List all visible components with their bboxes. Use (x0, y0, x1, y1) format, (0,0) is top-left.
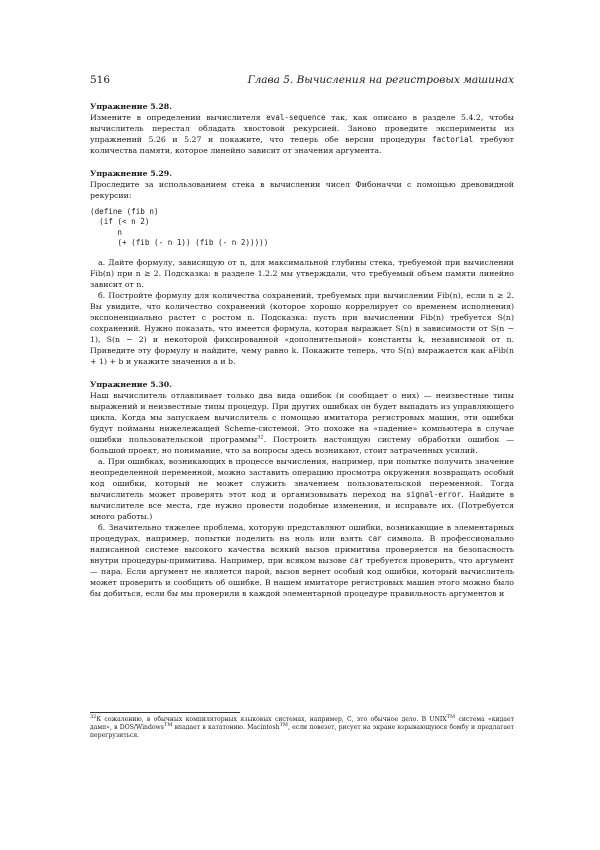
exercise-title: Упражнение 5.28. (90, 102, 172, 111)
text-run: . Найдите в вычислителе все места, где нужно провести подобные изменения, и исправьте их. (Потребуется много работы.) (90, 489, 514, 521)
text-run: символа. В профессионально написанной системе высокого качества всякий вызов примитива проверяется на безопасность внутри процедуры-примитива. Например, при всяком вызове (90, 533, 514, 565)
text-run: , если повезет, рисует на экране взрывающуюся бомбу и предлагает перегрузиться. (90, 724, 514, 740)
inline-code: signal-error (406, 489, 462, 499)
page-body (90, 101, 514, 611)
text-run: требуют количества памяти, которое линейно зависит от значения аргумента. (90, 135, 514, 155)
exercise-intro: Проследите за использованием стека в вычислении чисел Фибоначчи с помощью древовидной рекурсии: (90, 180, 514, 200)
text-run: К сожалению, в обычных компиляторных языковых системах, например, C, это обычное дело. В UNIX (96, 716, 447, 723)
exercise-part-b: б. Постройте формулу для количества сохранений, требуемых при вычислении Fib(n), если n ≥ 2. Вы увидите, что количество сохранений (которое хорошо коррелирует со временем исполнения) экспоненциально растет с ростом n. Подсказка: пусть при вычислении Fib(n) требуется S(n) сохранений. Нужно показать, что имеется формула, которая выражает S(n) в зависимости от S(n − 1), S(n − 2) и некоторой фиксированной «дополнительной» константы k, независимой от n. Приведите эту формулу и найдите, чему равно k. Покажите теперь, что S(n) выражается как aFib(n + 1) + b и укажите значения a и b. (90, 290, 514, 366)
exercise-part-b (90, 522, 514, 599)
code-block: (define (fib n) (if (< n 2) n (+ (fib (- n 1)) (fib (- n 2))))) (90, 207, 269, 248)
trademark-mark: TM (446, 713, 456, 720)
chapter-title: Глава 5. Вычисления на регистровых машинах (247, 74, 514, 86)
inline-code: eval-sequence (266, 113, 326, 122)
text-run: а. При ошибках, возникающих в процессе вычисления, например, при попытке получить значение неопределенной переменной, можно заставить операцию просмотра окружения возвращать особый код ошибки, который не может служить значением пользовательской переменной. Тогда вычислитель может проверять этот код и организовывать переход на (90, 456, 514, 499)
exercise-5-30 (90, 379, 514, 599)
exercise-5-28 (90, 101, 514, 156)
footnote-marker: 32 (257, 434, 264, 441)
exercise-intro (90, 390, 514, 456)
trademark-mark: TM (279, 722, 288, 729)
text-run: Наш вычислитель отлавливает только два вида ошибок (и сообщает о них) — неизвестные типы выражений и неизвестные типы процедур. При других ошибках он будет выпадать из управляющего цикла. Когда мы запускаем вычислитель с помощью имитатора регистровых машин, эти ошибки будут пойманы нижележащей Scheme-системой. Это похоже на «падение» компьютера в случае ошибки пользовательской программы (90, 390, 514, 444)
footnote (90, 713, 515, 741)
exercise-title: Упражнение 5.30. (90, 379, 172, 389)
text-run: так, как описано в разделе 5.4.2, чтобы вычислитель перестал обладать хвостовой рекурсией. Заново проведите эксперименты из упражнений 5.26 и 5.27 и покажите, что теперь обе версии процедуры (90, 113, 515, 144)
page-number: 516 (90, 74, 111, 86)
text-run: впадает в кататонию. Macintosh (172, 724, 280, 732)
inline-code: car (368, 533, 382, 543)
text-run: Измените в определении вычислителя (90, 113, 267, 122)
text-run: система «кидает дамп», в DOS/Windows (90, 716, 515, 732)
exercise-part-a: а. Дайте формулу, зависящую от n, для максимальной глубины стека, требуемой при вычислении Fib(n) при n ≥ 2. Подсказка: в разделе 1.2.2 мы утверждали, что требуемый объем памяти линейно зависит от n. (90, 257, 514, 289)
inline-code: factorial (432, 135, 474, 144)
footnote-number: 32 (90, 713, 97, 720)
exercise-part-a (90, 456, 514, 522)
text-run: . Построить настоящую систему обработки ошибок — большой проект, но понимание, что за вопросы здесь возникают, стоит затраченных усилий. (90, 434, 514, 455)
page-header (90, 74, 514, 90)
text-run: б. Значительно тяжелее проблема, которую представляют ошибки, возникающие в элементарных процедурах, например, попытки поделить на ноль или взять (90, 522, 514, 543)
exercise-text (90, 112, 514, 156)
footnote-divider (90, 712, 240, 713)
trademark-mark: TM (163, 722, 173, 729)
exercise-5-29 (90, 168, 514, 367)
inline-code: car (349, 555, 364, 565)
exercise-title: Упражнение 5.29. (90, 169, 172, 178)
text-run: требуется проверить, что аргумент — пара. Если аргумент не является парой, вызов вернет особый код ошибки, который вычислитель может проверить и сообщить об ошибке. В нашем имитаторе регистровых машин этого можно было бы добиться, если бы мы проверили в каждой элементарной процедуре правильность аргументов и (90, 555, 514, 598)
